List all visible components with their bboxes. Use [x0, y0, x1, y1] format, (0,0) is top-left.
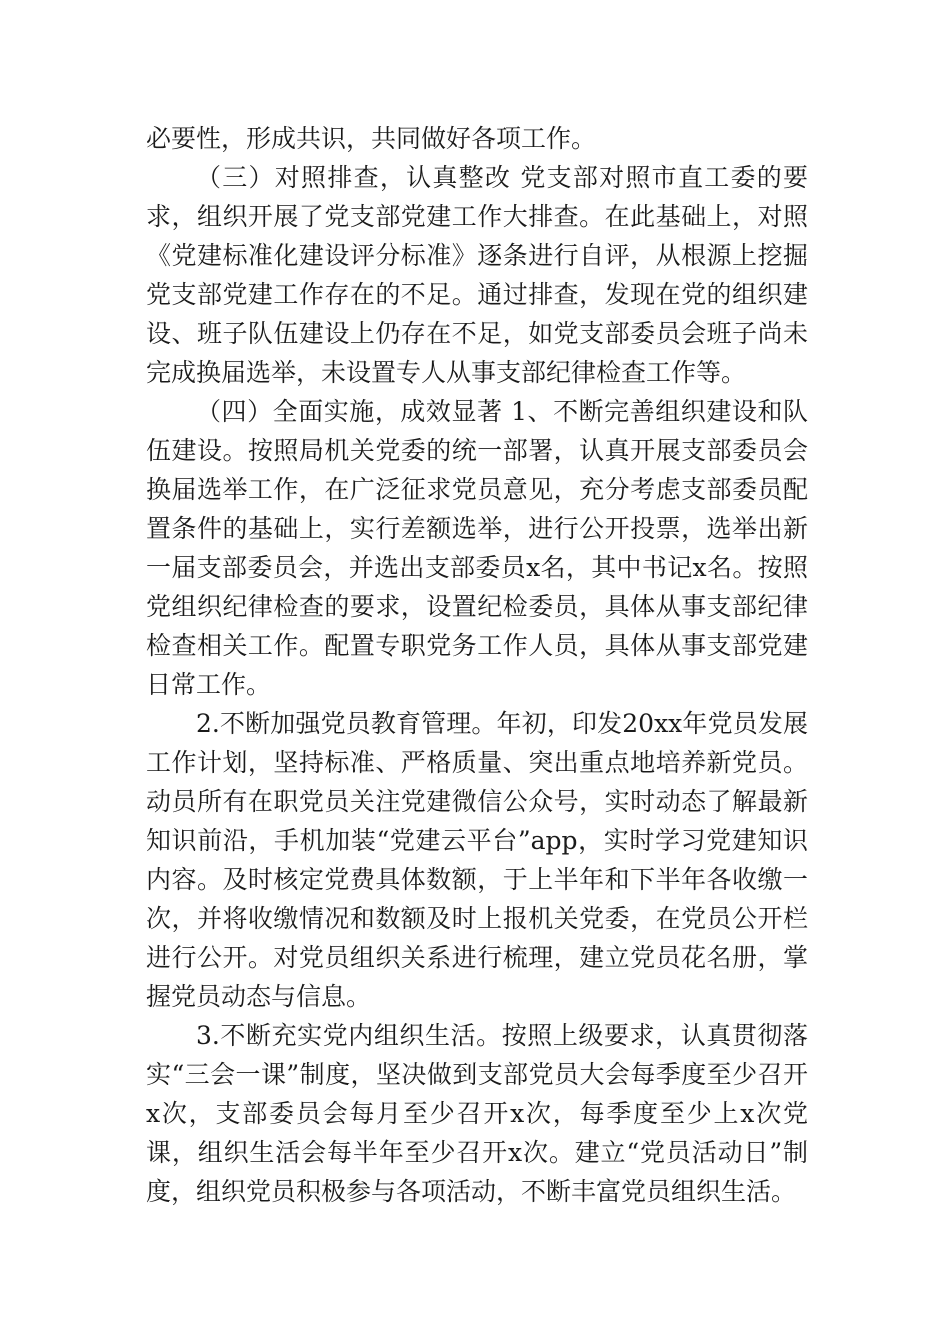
- paragraph-continued: 必要性，形成共识，共同做好各项工作。: [146, 124, 597, 153]
- paragraph-section-4: （四）全面实施，成效显著 1、不断完善组织建设和队伍建设。按照局机关党委的统一部署，认真开展支部委员会换届选举工作，在广泛征求党员意见，充分考虑支部委员配置条件的基础上，实行差额选举，进行公开投票，选举出新一届支部委员会，并选出支部委员x名，其中书记x名。按照党组织纪律检查的要求，设置纪检委员，具体从事支部纪律检查相关工作。配置专职党务工作人员，具体从事支部党建日常工作。: [146, 397, 808, 699]
- document-body: [146, 119, 808, 1211]
- paragraph-item-2: 2.不断加强党员教育管理。年初，印发20xx年党员发展工作计划，坚持标准、严格质量、突出重点地培养新党员。动员所有在职党员关注党建微信公众号，实时动态了解最新知识前沿，手机加装“党建云平台”app，实时学习党建知识内容。及时核定党费具体数额，于上半年和下半年各收缴一次，并将收缴情况和数额及时上报机关党委，在党员公开栏进行公开。对党员组织关系进行梳理，建立党员花名册，掌握党员动态与信息。: [146, 709, 808, 1011]
- paragraph-section-3: （三）对照排查，认真整改 党支部对照市直工委的要求，组织开展了党支部党建工作大排查。在此基础上，对照《党建标准化建设评分标准》逐条进行自评，从根源上挖掘党支部党建工作存在的不足。通过排查，发现在党的组织建设、班子队伍建设上仍存在不足，如党支部委员会班子尚未完成换届选举，未设置专人从事支部纪律检查工作等。: [146, 163, 808, 387]
- paragraph-item-3: 3.不断充实党内组织生活。按照上级要求，认真贯彻落实“三会一课”制度，坚决做到支部党员大会每季度至少召开x次，支部委员会每月至少召开x次，每季度至少上x次党课，组织生活会每半年至少召开x次。建立“党员活动日”制度，组织党员积极参与各项活动，不断丰富党员组织生活。: [146, 1021, 808, 1206]
